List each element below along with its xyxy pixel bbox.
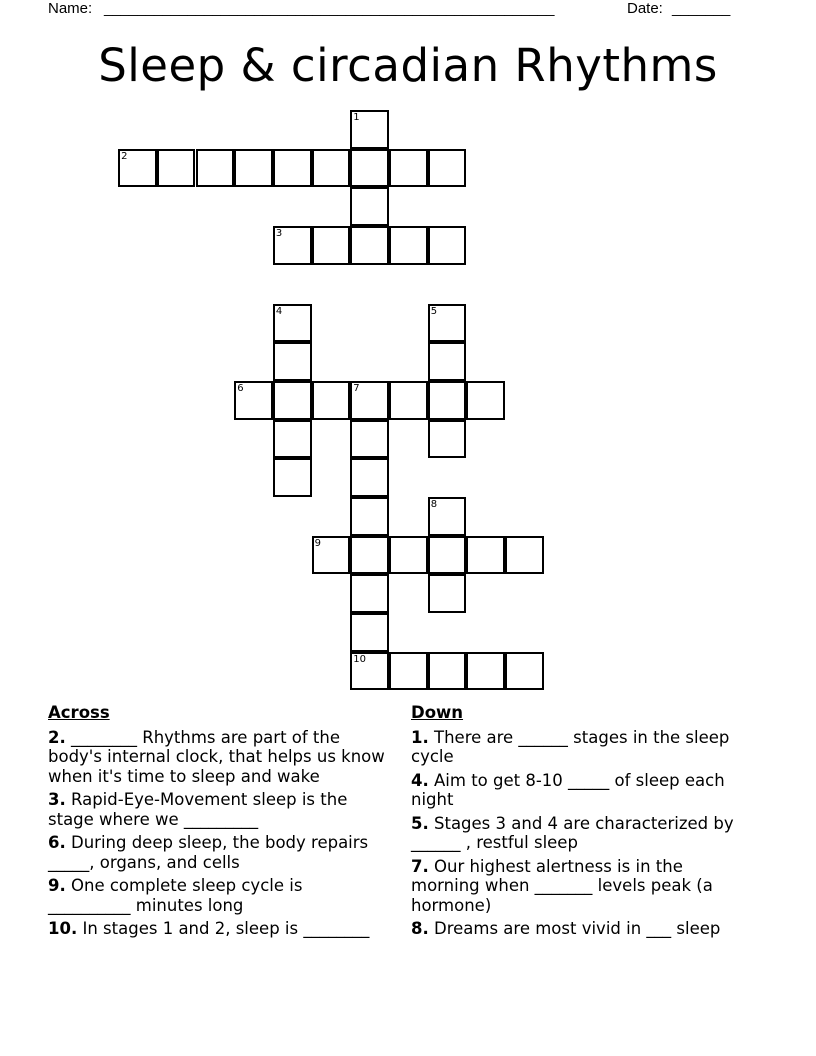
- crossword-cell[interactable]: [389, 536, 428, 575]
- cell-number: 3: [275, 228, 283, 240]
- clue-text: Dreams are most vivid in ___ sleep: [434, 919, 721, 938]
- crossword-cell[interactable]: [350, 613, 389, 652]
- clue-text: Aim to get 8-10 _____ of sleep each night: [411, 770, 725, 809]
- crossword-cell[interactable]: [350, 497, 389, 536]
- crossword-cell[interactable]: [428, 226, 467, 265]
- crossword-cell[interactable]: [196, 149, 235, 188]
- down-clues: [411, 703, 756, 943]
- cell-number: 9: [314, 537, 321, 549]
- across-clue: [48, 790, 388, 829]
- cell-number: 1: [353, 112, 360, 123]
- page-title: Sleep & circadian Rhythms: [98, 39, 718, 92]
- clue-text: There are ______ stages in the sleep cycle: [411, 727, 730, 766]
- crossword-cell[interactable]: [118, 149, 157, 188]
- crossword-cell[interactable]: [428, 536, 467, 575]
- name-field[interactable]: ______________________________________________________: [104, 0, 555, 17]
- clue-number: 4.: [411, 770, 429, 790]
- crossword-cell[interactable]: [428, 149, 467, 188]
- across-clue: [48, 919, 388, 939]
- crossword-cell[interactable]: [234, 381, 273, 420]
- crossword-cell[interactable]: [350, 536, 389, 575]
- name-label: Name:: [48, 0, 93, 17]
- across-clue: [48, 833, 388, 872]
- crossword-cell[interactable]: [466, 381, 505, 420]
- down-clue: [411, 771, 756, 810]
- cell-number: 4: [275, 305, 283, 317]
- crossword-cell[interactable]: [273, 149, 312, 188]
- crossword-cell[interactable]: [350, 574, 389, 613]
- clue-text: Stages 3 and 4 are characterized by ______ , restful sleep: [411, 813, 734, 852]
- cell-number: 6: [237, 382, 244, 394]
- crossword-cell[interactable]: [312, 226, 351, 265]
- across-clue: [48, 728, 388, 787]
- crossword-cell[interactable]: [312, 536, 351, 575]
- crossword-cell[interactable]: [350, 381, 389, 420]
- crossword-cell[interactable]: [505, 536, 544, 575]
- down-clue: [411, 814, 756, 853]
- cell-number: 7: [353, 382, 360, 394]
- crossword-cell[interactable]: [312, 381, 351, 420]
- crossword-cell[interactable]: [234, 149, 273, 188]
- cell-number: 2: [121, 150, 128, 162]
- crossword-cell[interactable]: [389, 652, 428, 691]
- crossword-cell[interactable]: [389, 381, 428, 420]
- crossword-cell[interactable]: [273, 420, 312, 459]
- clue-number: 1.: [411, 727, 429, 747]
- clue-text: In stages 1 and 2, sleep is ________: [82, 919, 370, 938]
- clue-number: 8.: [411, 919, 429, 938]
- clue-text: During deep sleep, the body repairs _____, organs, and cells: [48, 833, 369, 872]
- clue-text: ________ Rhythms are part of the body's internal clock, that helps us know when it's time to sleep and wake: [48, 727, 385, 786]
- crossword-cell[interactable]: [350, 226, 389, 265]
- clue-text: One complete sleep cycle is __________ minutes long: [48, 876, 303, 915]
- crossword-cell[interactable]: [428, 342, 467, 381]
- clue-text: Our highest alertness is in the morning when _______ levels peak (a hormone): [411, 856, 713, 915]
- cell-number: 5: [430, 305, 438, 317]
- crossword-cell[interactable]: [350, 420, 389, 459]
- clue-number: 7.: [411, 856, 429, 876]
- crossword-cell[interactable]: [273, 458, 312, 497]
- crossword-cell[interactable]: [428, 574, 467, 613]
- crossword-cell[interactable]: [273, 381, 312, 420]
- crossword-cell[interactable]: [273, 226, 312, 265]
- crossword-cell[interactable]: [312, 149, 351, 188]
- clue-number: 10.: [48, 919, 78, 938]
- crossword-cell[interactable]: [350, 652, 389, 691]
- crossword-cell[interactable]: [428, 420, 467, 459]
- clue-number: 9.: [48, 876, 66, 895]
- crossword-cell[interactable]: [505, 652, 544, 691]
- down-clue: [411, 728, 756, 767]
- clue-number: 2.: [48, 727, 66, 747]
- crossword-cell[interactable]: [350, 187, 389, 226]
- down-heading: Down: [411, 703, 464, 722]
- crossword-cell[interactable]: [428, 381, 467, 420]
- crossword-cell[interactable]: [466, 652, 505, 691]
- crossword-cell[interactable]: [428, 497, 467, 536]
- across-clue: [48, 876, 388, 915]
- clue-number: 6.: [48, 833, 66, 852]
- crossword-cell[interactable]: [428, 652, 467, 691]
- down-clue: [411, 857, 756, 916]
- clue-number: 5.: [411, 813, 429, 833]
- date-label: Date:: [627, 0, 663, 17]
- crossword-cell[interactable]: [350, 458, 389, 497]
- crossword-cell[interactable]: [428, 304, 467, 343]
- clue-number: 3.: [48, 790, 66, 809]
- crossword-cell[interactable]: [157, 149, 196, 188]
- down-clue: [411, 919, 756, 939]
- across-heading: Across: [48, 703, 110, 722]
- crossword-cell[interactable]: [350, 110, 389, 149]
- crossword-cell[interactable]: [466, 536, 505, 575]
- cell-number: 10: [353, 653, 367, 665]
- cell-number: 8: [430, 499, 438, 510]
- crossword-cell[interactable]: [389, 226, 428, 265]
- crossword-cell[interactable]: [389, 149, 428, 188]
- crossword-cell[interactable]: [350, 149, 389, 188]
- across-clues: [48, 703, 388, 943]
- clue-text: Rapid-Eye-Movement sleep is the stage where we _________: [48, 790, 348, 829]
- crossword-cell[interactable]: [273, 342, 312, 381]
- crossword-cell[interactable]: [273, 304, 312, 343]
- date-field[interactable]: _______: [672, 0, 731, 17]
